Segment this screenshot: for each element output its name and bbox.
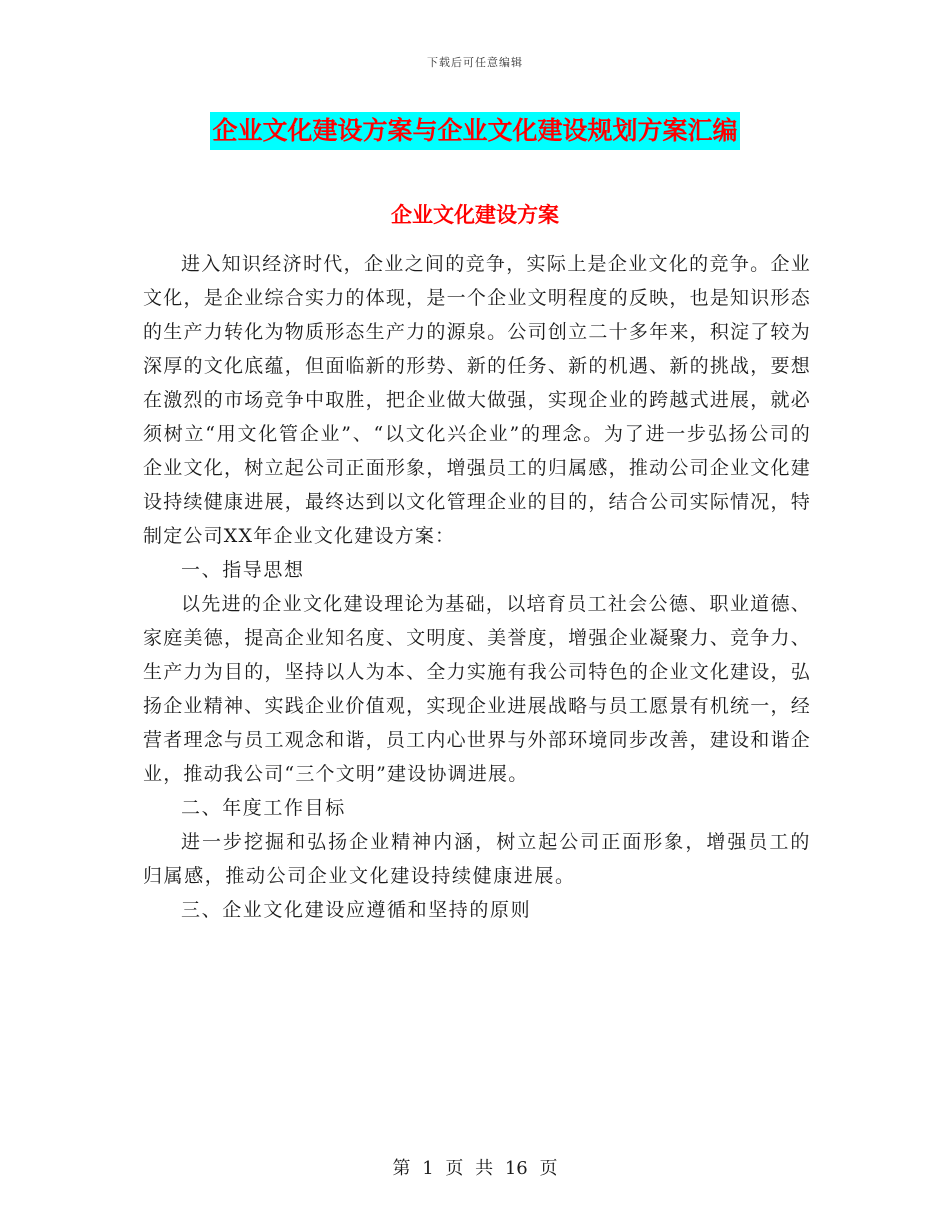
intro-paragraph: 进入知识经济时代，企业之间的竞争，实际上是企业文化的竞争。企业文化，是企业综合实力的体现，是一个企业文明程度的反映，也是知识形态的生产力转化为物质形态生产力的源泉。公司创立二十多年来，积淀了较为深厚的文化底蕴，但面临新的形势、新的任务、新的机遇、新的挑战，要想在激烈的市场竞争中取胜，把企业做大做强，实现企业的跨越式进展，就必须树立“用文化管企业”、“以文化兴企业”的理念。为了进一步弘扬公司的企业文化，树立起公司正面形象，增强员工的归属感，推动公司企业文化建设持续健康进展，最终达到以文化管理企业的目的，结合公司实际情况，特制定公司XX年企业文化建设方案： — [143, 253, 811, 547]
guiding-ideology-paragraph: 以先进的企业文化建设理论为基础，以培育员工社会公德、职业道德、家庭美德，提高企业知名度、文明度、美誉度，增强企业凝聚力、竞争力、生产力为目的，坚持以人为本、全力实施有我公司特色的企业文化建设，弘扬企业精神、实践企业价值观，实现企业进展战略与员工愿景有机统一，经营者理念与员工观念和谐，员工内心世界与外部环境同步改善，建设和谐企业，推动我公司“三个文明”建设协调进展。 — [143, 593, 811, 785]
section-title: 企业文化建设方案 — [391, 202, 559, 227]
page-footer: 第 1 页 共 16 页 — [392, 1158, 558, 1179]
heading-guiding-ideology: 一、指导思想 — [181, 559, 305, 581]
document-title: 企业文化建设方案与企业文化建设规划方案汇编 — [210, 112, 739, 150]
header-note: 下载后可任意编辑 — [427, 56, 523, 69]
annual-goals-paragraph: 进一步挖掘和弘扬企业精神内涵，树立起公司正面形象，增强员工的归属感，推动公司企业文化建设持续健康进展。 — [143, 831, 811, 887]
document-title-container — [0, 112, 950, 150]
heading-principles: 三、企业文化建设应遵循和坚持的原则 — [181, 899, 532, 921]
heading-annual-goals: 二、年度工作目标 — [181, 797, 346, 819]
document-body — [143, 247, 811, 927]
